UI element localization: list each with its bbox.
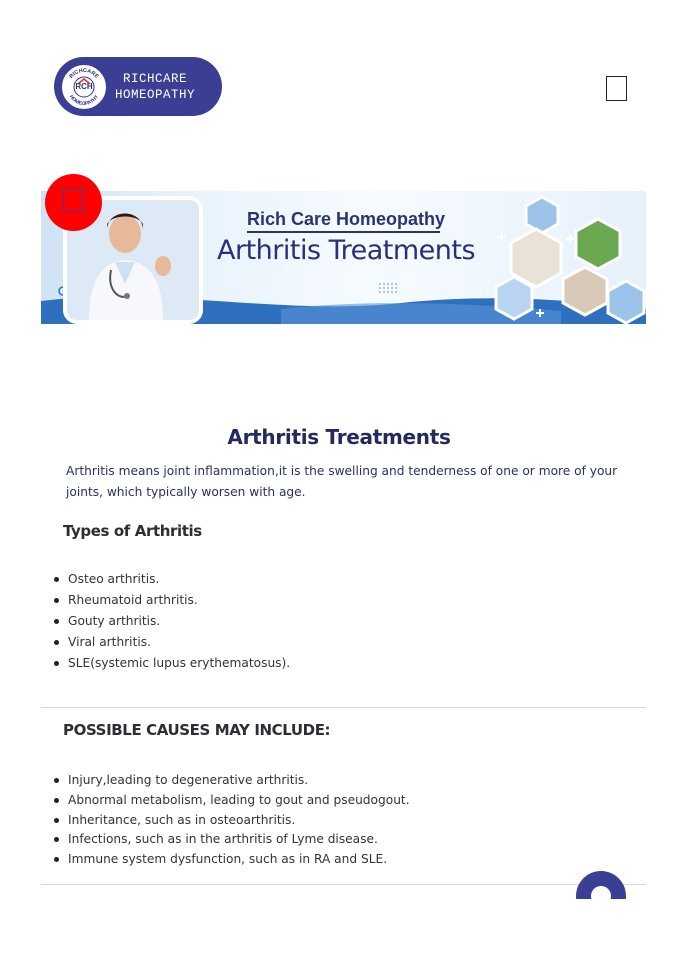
menu-toggle-icon[interactable] — [606, 76, 627, 101]
logo-line-2: HOMEOPATHY — [115, 87, 196, 102]
list-item: Gouty arthritis. — [54, 612, 290, 633]
causes-list — [54, 771, 410, 870]
list-item: Abnormal metabolism, leading to gout and pseudogout. — [54, 791, 410, 811]
svg-text:RICHCARE: RICHCARE — [68, 67, 100, 80]
types-list — [54, 570, 290, 675]
list-item: Inheritance, such as in osteoarthritis. — [54, 811, 410, 831]
list-item: SLE(systemic lupus erythematosus). — [54, 654, 290, 675]
logo-seal-icon — [59, 62, 109, 112]
brand-logo[interactable] — [54, 57, 222, 116]
logo-text — [115, 71, 195, 103]
chat-icon-center — [591, 886, 611, 899]
list-item: Immune system dysfunction, such as in RA and SLE. — [54, 850, 410, 870]
intro-paragraph: Arthritis means joint inflammation,it is the swelling and tenderness of one or more of your joints, which typically worsen with age. — [66, 464, 618, 499]
causes-heading: POSSIBLE CAUSES MAY INCLUDE: — [63, 721, 331, 739]
svg-text:HOMEOPATHY: HOMEOPATHY — [67, 93, 101, 107]
section-divider — [41, 884, 646, 885]
section-divider — [41, 707, 646, 708]
logo-seal-text: RCH — [75, 82, 93, 91]
square-icon — [63, 188, 83, 212]
list-item: Infections, such as in the arthritis of Lyme disease. — [54, 830, 410, 850]
list-item: Rheumatoid arthritis. — [54, 591, 290, 612]
page-title: Arthritis Treatments — [227, 425, 451, 449]
chat-button[interactable] — [576, 871, 626, 899]
banner-subtitle: Arthritis Treatments — [217, 235, 476, 266]
list-item: Osteo arthritis. — [54, 570, 290, 591]
logo-line-1: RICHCARE — [123, 71, 188, 86]
hero-banner — [41, 191, 646, 324]
list-item: Viral arthritis. — [54, 633, 290, 654]
product-hexagons — [496, 197, 644, 323]
banner-title-underline — [247, 231, 440, 233]
banner-title: Rich Care Homeopathy — [247, 209, 446, 229]
list-item: Injury,leading to degenerative arthritis. — [54, 771, 410, 791]
types-heading: Types of Arthritis — [63, 522, 202, 540]
red-badge[interactable] — [45, 174, 102, 231]
